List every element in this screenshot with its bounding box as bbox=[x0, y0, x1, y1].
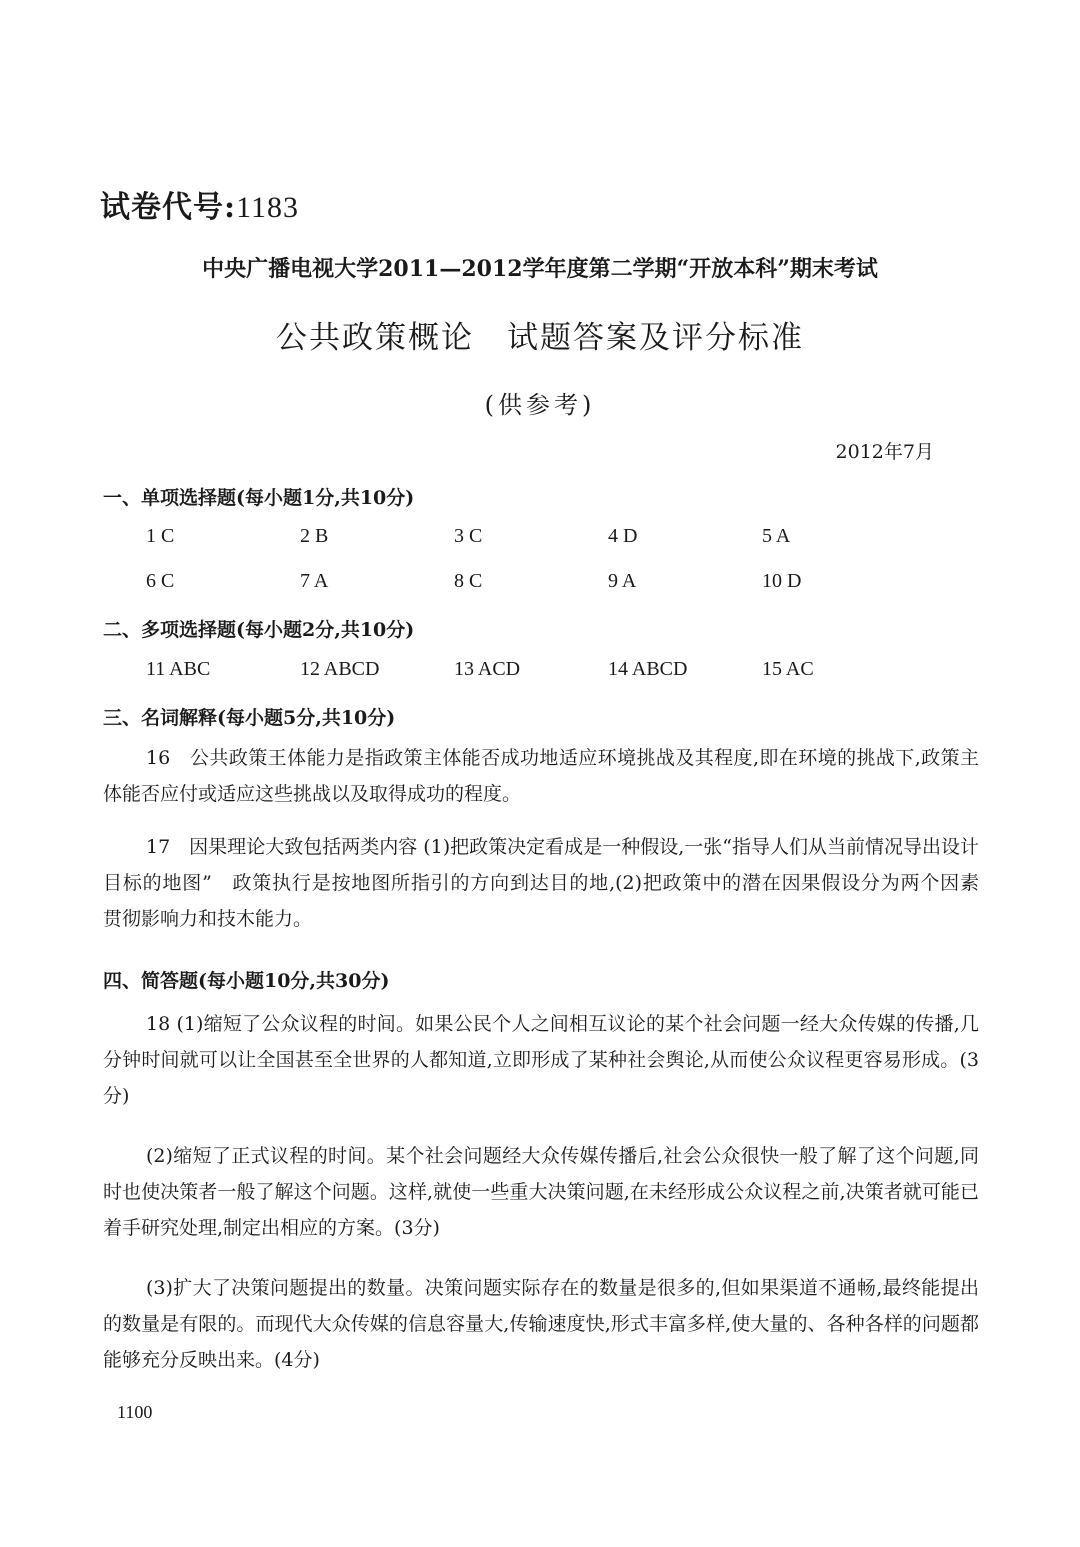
section-heading-single-choice: 一、单项选择题(每小题1分,共10分) bbox=[103, 487, 415, 509]
answer-item: 14 ABCD bbox=[608, 658, 688, 680]
answer-paragraph-16: 16 公共政策王体能力是指政策主体能否成功地适应环境挑战及其程度,即在环境的挑战下,政策主体能否应付或适应这些挑战以及取得成功的程度。 bbox=[103, 747, 979, 805]
exam-title: 中央广播电视大学2011—2012学年度第二学期“开放本科”期末考试 bbox=[202, 256, 878, 282]
page-number: 1100 bbox=[117, 1402, 153, 1422]
section-heading-short-answer: 四、简答题(每小题10分,共30分) bbox=[103, 970, 390, 992]
document-date: 2012年7月 bbox=[835, 441, 934, 463]
answer-item: 10 D bbox=[762, 570, 802, 592]
answer-paragraph-18-1: 18 (1)缩短了公众议程的时间。如果公民个人之间相互议论的某个社会问题一经大众传媒的传播,几分钟时间就可以让全国甚至全世界的人都知道,立即形成了某种社会舆论,从而使公众议程更容易形成。(3分) bbox=[103, 1013, 979, 1107]
answer-paragraph-17: 17 因果理论大致包括两类内容 (1)把政策决定看成是一种假设,一张“指导人们从当前情况导出设计目标的地图” 政策执行是按地图所指引的方向到达目的地,(2)把政策中的潜在因果假设分为两个因素 贯彻影响力和技木能力。 bbox=[103, 836, 999, 930]
answer-item: 9 A bbox=[608, 570, 637, 592]
paper-code bbox=[100, 182, 299, 226]
answer-item: 3 C bbox=[454, 525, 483, 547]
answer-item: 11 ABC bbox=[146, 658, 211, 680]
answer-item: 12 ABCD bbox=[300, 658, 380, 680]
answer-item: 5 A bbox=[762, 525, 791, 547]
answer-row bbox=[146, 658, 926, 681]
answer-item: 2 B bbox=[300, 525, 329, 547]
section-heading-term-explanation: 三、名词解释(每小题5分,共10分) bbox=[103, 707, 396, 729]
reference-note: (供参考) bbox=[484, 391, 596, 419]
paper-code-number: 1183 bbox=[236, 191, 299, 224]
answer-item: 15 AC bbox=[762, 658, 814, 680]
answer-item: 7 A bbox=[300, 570, 329, 592]
answer-row bbox=[146, 525, 926, 548]
answer-paragraph-18-3: (3)扩大了决策问题提出的数量。决策问题实际存在的数量是很多的,但如果渠道不通畅,最终能提出的数量是有限的。而现代大众传媒的信息容量大,传输速度快,形式丰富多样,使大量的、各种各样的问题都能够充分反映出来。(4分) bbox=[103, 1277, 979, 1371]
answer-item: 1 C bbox=[146, 525, 175, 547]
answer-item: 6 C bbox=[146, 570, 175, 592]
answer-item: 13 ACD bbox=[454, 658, 521, 680]
answer-paragraph-18-2: (2)缩短了正式议程的时间。某个社会问题经大众传媒传播后,社会公众很快一般了解了这个问题,同时也使决策者一般了解这个问题。这样,就使一些重大决策问题,在未经形成公众议程之前,决策者就可能已着手研究处理,制定出相应的方案。(3分) bbox=[103, 1145, 979, 1239]
answer-row bbox=[146, 570, 926, 593]
answer-item: 8 C bbox=[454, 570, 483, 592]
section-heading-multiple-choice: 二、多项选择题(每小题2分,共10分) bbox=[103, 619, 415, 641]
paper-code-label: 试卷代号: bbox=[100, 190, 237, 225]
document-title: 公共政策概论 试题答案及评分标准 bbox=[276, 320, 804, 356]
answer-item: 4 D bbox=[608, 525, 638, 547]
